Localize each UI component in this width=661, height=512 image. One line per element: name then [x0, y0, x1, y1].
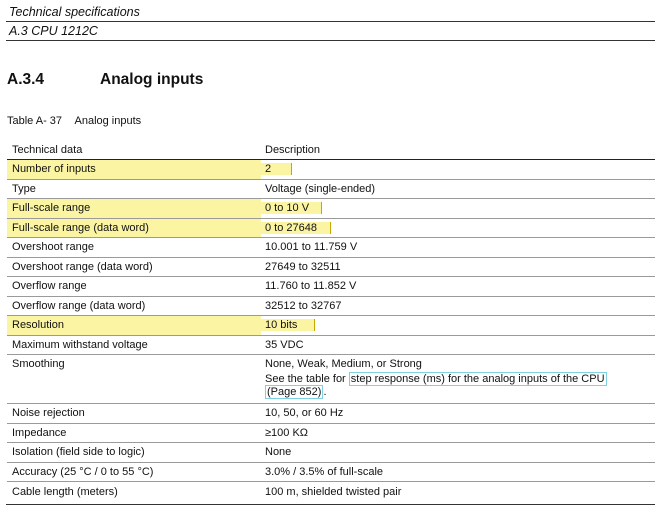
row-value-text: 0 to 27648	[261, 222, 331, 234]
note-suffix: .	[323, 386, 327, 398]
running-header-section: A.3 CPU 1212C	[9, 24, 98, 38]
row-label: Number of inputs	[7, 160, 261, 180]
column-header-technical-data: Technical data	[7, 140, 261, 160]
row-label: Isolation (field side to logic)	[7, 443, 261, 463]
row-label: Full-scale range (data word)	[7, 218, 261, 238]
row-value: 35 VDC	[261, 335, 655, 355]
table-row	[7, 199, 655, 219]
row-label: Noise rejection	[7, 404, 261, 424]
step-response-link[interactable]: step response (ms) for the analog inputs of the CPU	[350, 373, 605, 385]
row-label: Type	[7, 179, 261, 199]
row-value: Voltage (single-ended)	[261, 179, 655, 199]
note-prefix: See the table for	[265, 373, 349, 385]
row-value: None	[261, 443, 655, 463]
row-label: Cable length (meters)	[7, 482, 261, 502]
row-value-text: 10 bits	[261, 319, 315, 331]
row-value-text: 2	[261, 163, 292, 175]
row-value: ≥100 KΩ	[261, 423, 655, 443]
table-row	[7, 218, 655, 238]
table-caption-title: Analog inputs	[74, 115, 142, 127]
row-value: 27649 to 32511	[261, 257, 655, 277]
table-bottom-rule	[6, 504, 655, 505]
table-row	[7, 355, 655, 404]
row-label: Overshoot range (data word)	[7, 257, 261, 277]
table-row	[7, 443, 655, 463]
row-value-text: 0 to 10 V	[261, 202, 322, 214]
page-reference-link[interactable]: (Page 852)	[267, 386, 322, 398]
table-row	[7, 277, 655, 297]
row-label: Accuracy (25 °C / 0 to 55 °C)	[7, 462, 261, 482]
row-value: 3.0% / 3.5% of full-scale	[261, 462, 655, 482]
row-value: 10.001 to 11.759 V	[261, 238, 655, 258]
table-row	[7, 423, 655, 443]
row-label: Overflow range (data word)	[7, 296, 261, 316]
row-value: 10, 50, or 60 Hz	[261, 404, 655, 424]
row-value	[261, 218, 655, 238]
table-caption-number: Table A- 37	[7, 115, 63, 127]
row-value: 11.760 to 11.852 V	[261, 277, 655, 297]
header-divider	[6, 21, 655, 22]
running-header-chapter: Technical specifications	[9, 5, 140, 19]
table-row	[7, 462, 655, 482]
table-header-row	[7, 140, 655, 160]
row-label: Resolution	[7, 316, 261, 336]
header-divider	[6, 40, 655, 41]
row-value: 100 m, shielded twisted pair	[261, 482, 655, 502]
row-label: Maximum withstand voltage	[7, 335, 261, 355]
row-value-text: None, Weak, Medium, or Strong	[265, 358, 422, 370]
smoothing-note	[265, 373, 655, 399]
table-row	[7, 257, 655, 277]
row-value: 32512 to 32767	[261, 296, 655, 316]
table-row	[7, 296, 655, 316]
row-label: Full-scale range	[7, 199, 261, 219]
analog-inputs-table	[7, 140, 655, 501]
section-number: A.3.4	[7, 71, 45, 88]
row-label: Smoothing	[7, 355, 261, 404]
row-label: Overshoot range	[7, 238, 261, 258]
table-row	[7, 238, 655, 258]
row-value	[261, 355, 655, 404]
row-label: Impedance	[7, 423, 261, 443]
table-row	[7, 160, 655, 180]
table-caption	[7, 115, 141, 127]
column-header-description: Description	[261, 140, 655, 160]
table-row	[7, 316, 655, 336]
table-row	[7, 404, 655, 424]
table-row	[7, 179, 655, 199]
row-label: Overflow range	[7, 277, 261, 297]
row-value	[261, 160, 655, 180]
section-title: Analog inputs	[100, 71, 204, 88]
row-value	[261, 316, 655, 336]
table-row	[7, 482, 655, 502]
row-value	[261, 199, 655, 219]
table-row	[7, 335, 655, 355]
